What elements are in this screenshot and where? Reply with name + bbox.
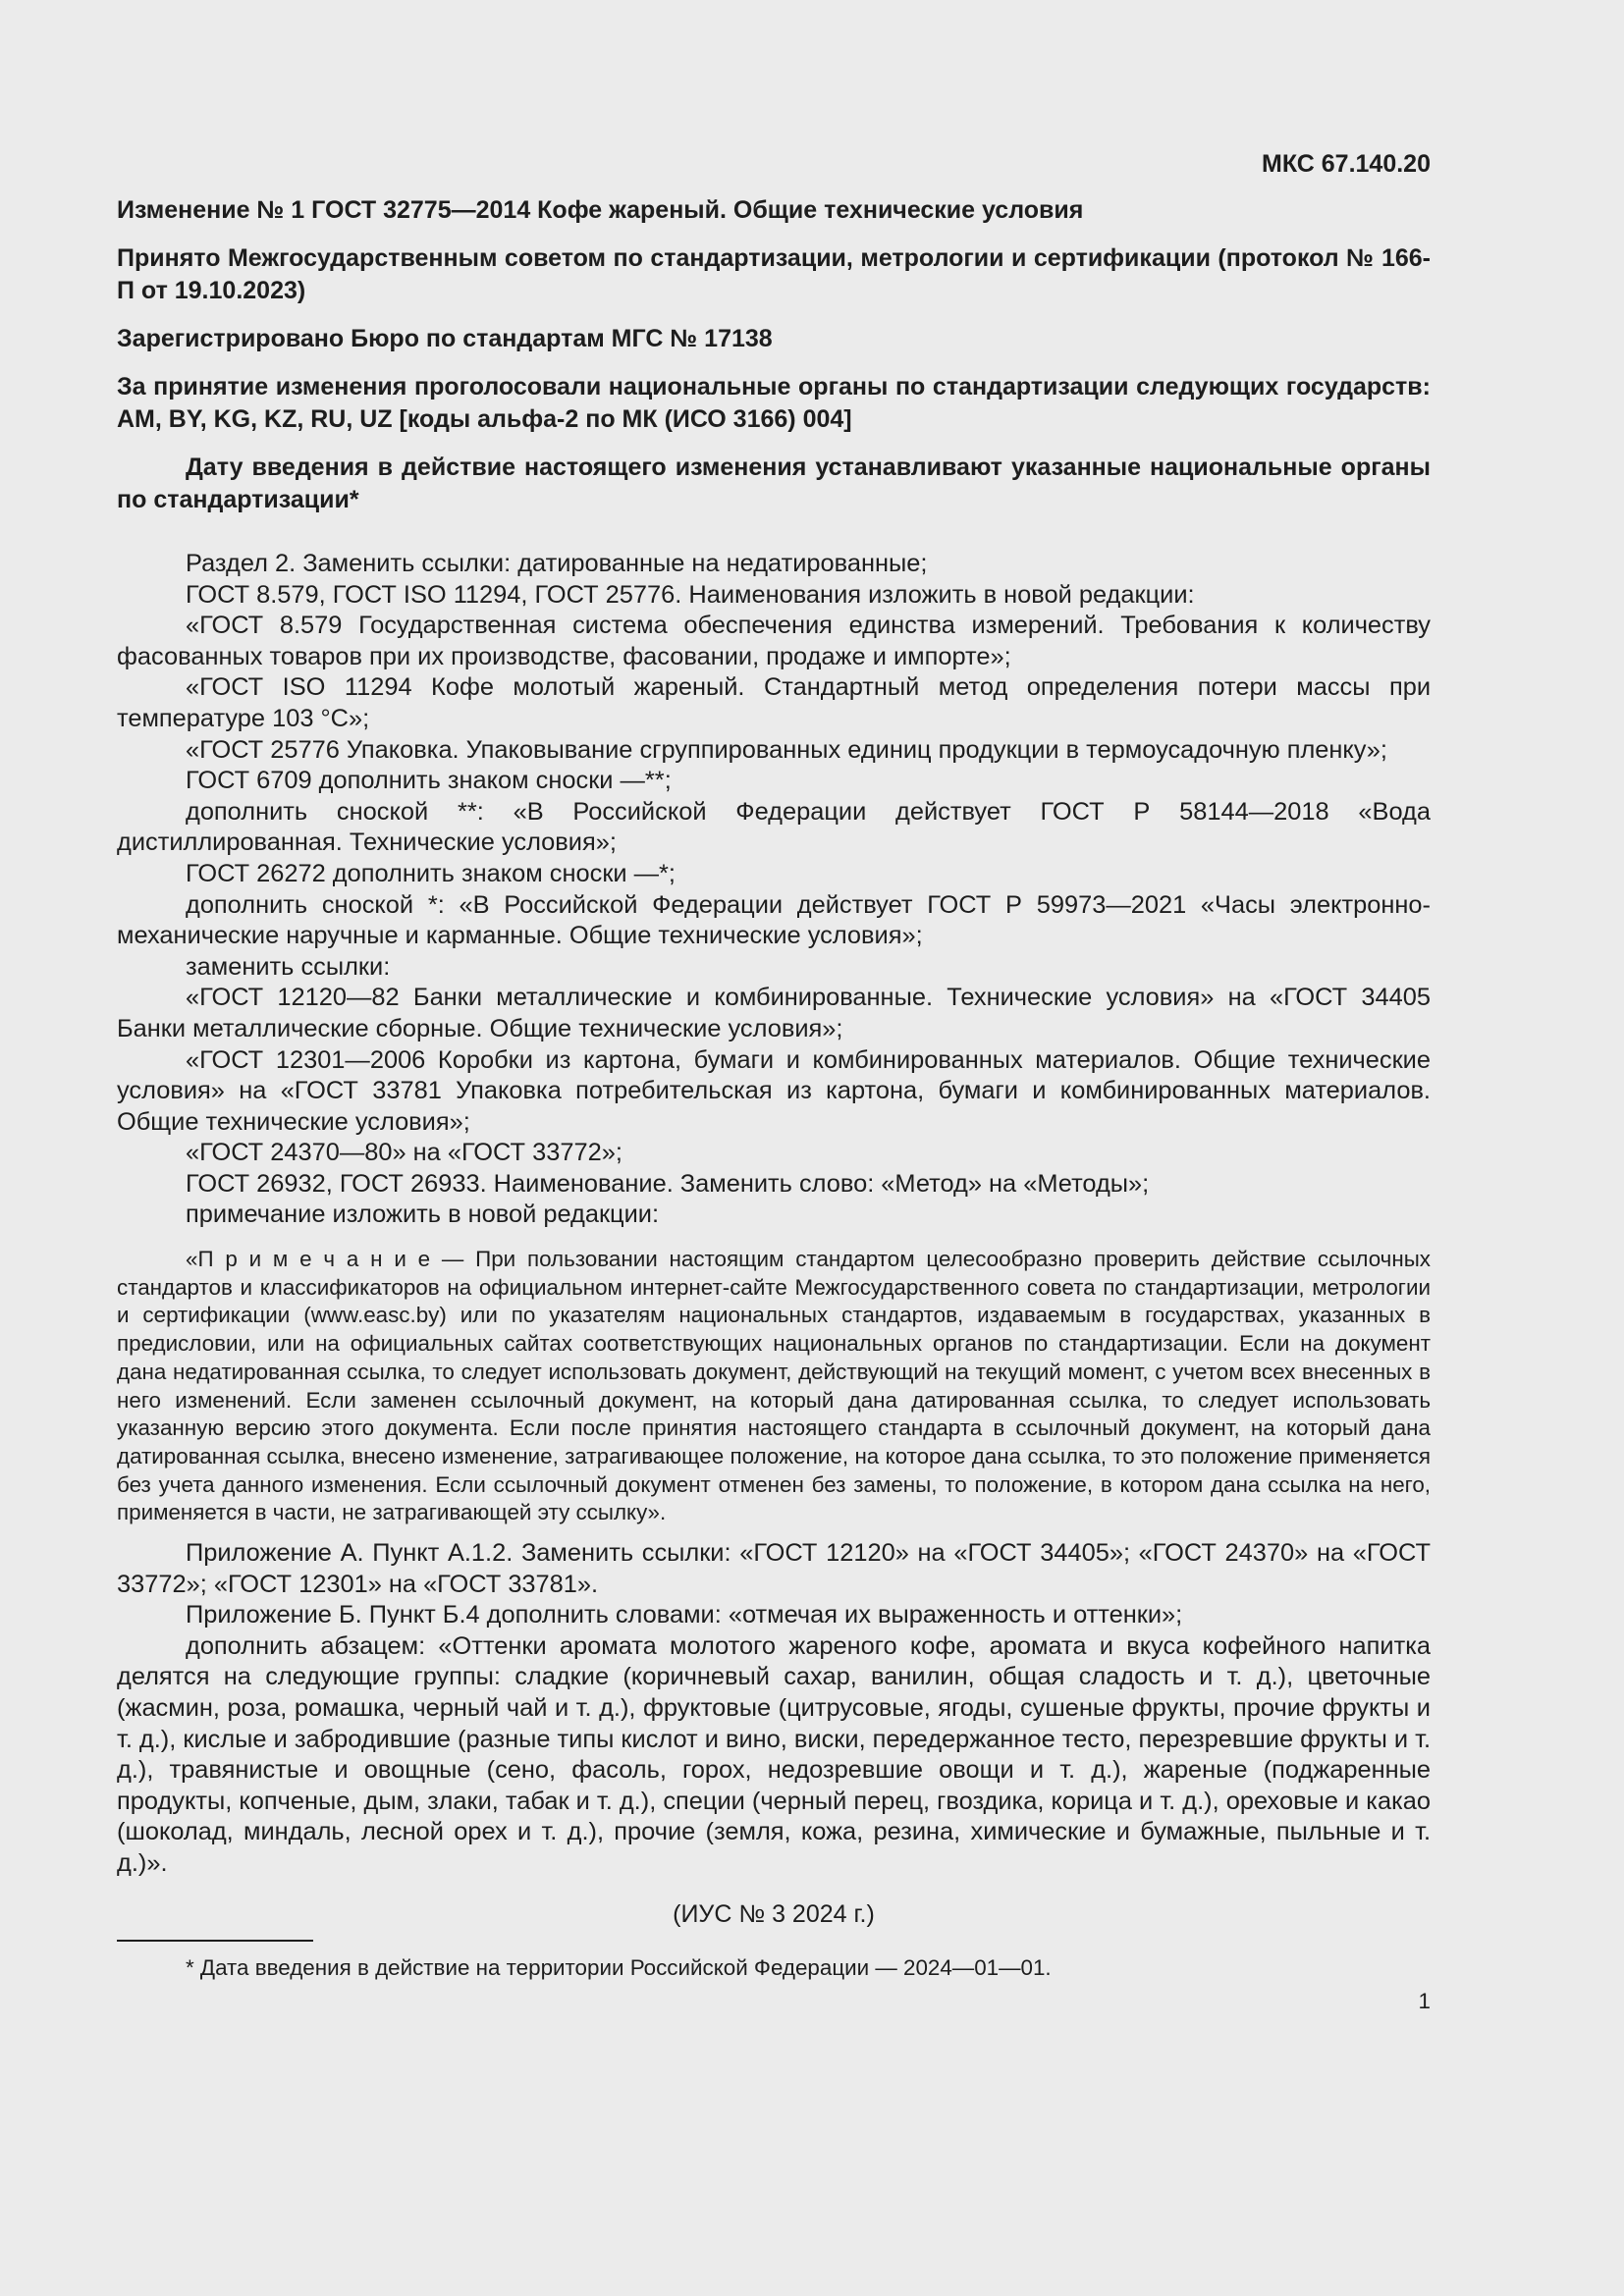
voted-countries: За принятие изменения проголосовали национальные органы по стандартизации следующих государств: AM, BY, KG, KZ, RU, UZ [коды альфа-2 по МК (ИСО 3166) 004]	[117, 373, 1431, 433]
body-paragraph: «ГОСТ 12120—82 Банки металлические и комбинированные. Технические условия» на «ГОСТ 34405 Банки металлические сборные. Общие технические условия»;	[117, 984, 1431, 1042]
body-paragraph: ГОСТ 26932, ГОСТ 26933. Наименование. Заменить слово: «Метод» на «Методы»;	[186, 1169, 1150, 1198]
amendment-title: Изменение № 1 ГОСТ 32775—2014 Кофе жареный. Общие технические условия	[117, 196, 1084, 224]
note-block	[117, 1246, 1431, 1527]
body-paragraph: дополнить сноской **: «В Российской Федерации действует ГОСТ Р 58144—2018 «Вода дистиллированная. Технические условия»;	[117, 797, 1431, 857]
document-page	[117, 147, 1431, 2016]
note-label: «П р и м е ч а н и е	[186, 1247, 431, 1272]
adopted-by: Принято Межгосударственным советом по стандартизации, метрологии и сертификации (протокол № 166-П от 19.10.2023)	[117, 244, 1431, 304]
body-paragraph: «ГОСТ 12301—2006 Коробки из картона, бумаги и комбинированных материалов. Общие технические условия» на «ГОСТ 33781 Упаковка потребительская из картона, бумаги и комбинированных материалов. Общие технические условия»;	[117, 1045, 1431, 1136]
body-paragraph: «ГОСТ 25776 Упаковка. Упаковывание сгруппированных единиц продукции в термоусадочную пленку»;	[186, 735, 1387, 764]
ius-reference: (ИУС № 3 2024 г.)	[673, 1899, 875, 1928]
body-paragraph: Приложение А. Пункт А.1.2. Заменить ссылки: «ГОСТ 12120» на «ГОСТ 34405»; «ГОСТ 24370» на «ГОСТ 33772»; «ГОСТ 12301» на «ГОСТ 33781».	[117, 1539, 1431, 1598]
footnote-divider	[117, 1940, 313, 1942]
body-paragraph: ГОСТ 6709 дополнить знаком сноски —**;	[186, 767, 672, 795]
note-text: — При пользовании настоящим стандартом целесообразно проверить действие ссылочных стандартов и классификаторов на официальном интернет-сайте Межгосударственного совета по стандартизации, метрологии и сертификации (www.easc.by) или по указателям национальных стандартов, издаваемым в государствах, указанных в предисловии, или на официальных сайтах соответствующих национальных органов по стандартизации. Если на документ дана недатированная ссылка, то следует использовать документ, действующий на текущий момент, с учетом всех внесенных в него изменений. Если заменен ссылочный документ, на который дана датированная ссылка, то следует использовать указанную версию этого документа. Если после принятия настоящего стандарта в ссылочный документ, на который дана датированная ссылка, внесено изменение, затрагивающее положение, на которое дана ссылка, то это положение применяется без учета данного изменения. Если ссылочный документ отменен без замены, то положение, в котором дана ссылка на него, применяется в части, не затрагивающей эту ссылку».	[117, 1247, 1431, 1525]
body-paragraph: заменить ссылки:	[186, 952, 391, 981]
appendix-amendments	[117, 1538, 1431, 1880]
body-paragraph: ГОСТ 8.579, ГОСТ ISO 11294, ГОСТ 25776. Наименования изложить в новой редакции:	[186, 580, 1195, 609]
body-paragraph: примечание изложить в новой редакции:	[186, 1201, 660, 1229]
body-paragraph: ГОСТ 26272 дополнить знаком сноски —*;	[186, 859, 676, 887]
body-paragraph: «ГОСТ ISO 11294 Кофе молотый жареный. Стандартный метод определения потери массы при температуре 103 °C»;	[117, 673, 1431, 732]
body-paragraph: Приложение Б. Пункт Б.4 дополнить словами: «отмечая их выраженность и оттенки»;	[186, 1601, 1183, 1629]
body-paragraph: «ГОСТ 8.579 Государственная система обеспечения единства измерений. Требования к количеству фасованных товаров при их производстве, фасовании, продаже и импорте»;	[117, 612, 1431, 670]
effective-date-statement: Дату введения в действие настоящего изменения устанавливают указанные национальные органы по стандартизации*	[117, 454, 1431, 513]
footnote: * Дата введения в действие на территории Российской Федерации — 2024—01—01.	[186, 1954, 1052, 1980]
body-paragraph: Раздел 2. Заменить ссылки: датированные на недатированные;	[186, 550, 928, 577]
page-number: 1	[1418, 1988, 1431, 2013]
body-paragraph: «ГОСТ 24370—80» на «ГОСТ 33772»;	[186, 1139, 623, 1167]
registered: Зарегистрировано Бюро по стандартам МГС № 17138	[117, 325, 773, 352]
amendment-body	[117, 549, 1431, 1231]
body-paragraph: дополнить абзацем: «Оттенки аромата молотого жареного кофе, аромата и вкуса кофейного напитка делятся на следующие группы: сладкие (коричневый сахар, ванилин, общая сладость и т. д.), цветочные (жасмин, роза, ромашка, черный чай и т. д.), фруктовые (цитрусовые, ягоды, сушеные фрукты, прочие фрукты и т. д.), кислые и забродившие (разные типы кислот и вино, виски, передержанное тесто, перезревшие фрукты и т. д.), травянистые и овощные (сено, фасоль, горох, недозревшие овощи и т. д.), жареные (поджаренные продукты, копченые, дым, злаки, табак и т. д.), специи (черный перец, гвоздика, корица и т. д.), ореховые и какао (шоколад, миндаль, лесной орех и т. д.), прочие (земля, кожа, резина, химические и бумажные, пыльные и т. д.)».	[117, 1631, 1431, 1878]
classification-code: МКС 67.140.20	[1262, 150, 1431, 178]
body-paragraph: дополнить сноской *: «В Российской Федерации действует ГОСТ Р 59973—2021 «Часы электронно-механические наручные и карманные. Общие технические условия»;	[117, 890, 1431, 950]
